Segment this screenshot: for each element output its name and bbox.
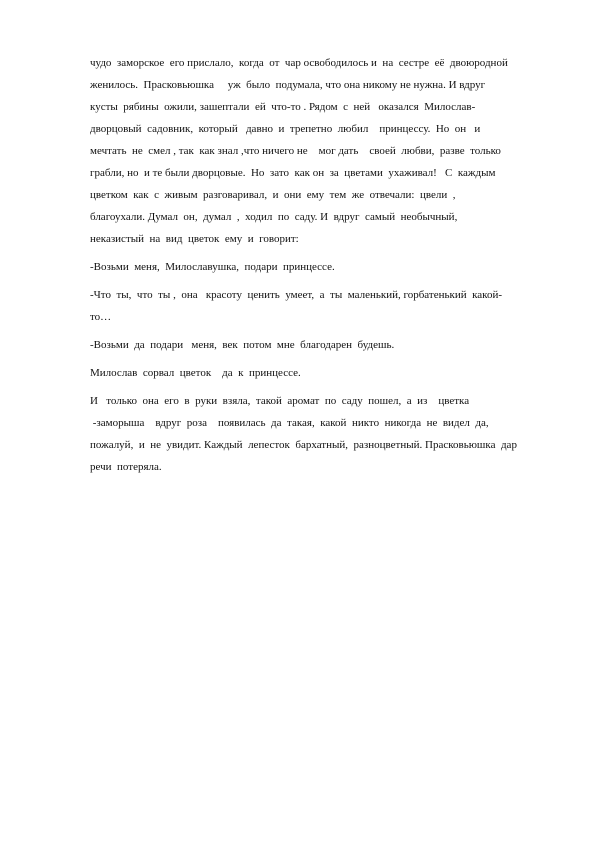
text-line: -Возьми да подари меня, век потом мне благодарен будешь.	[90, 339, 395, 351]
text-line: мечтать не смел , так как знал ,что ничего не мог дать своей любви, разве только	[90, 145, 501, 157]
paragraph-3	[90, 284, 555, 328]
text-line: -Возьми меня, Милославушка, подари принцессе.	[90, 261, 335, 273]
text-line: Милослав сорвал цветок да к принцессе.	[90, 367, 301, 379]
text-line: благоухали. Думал он, думал , ходил по саду. И вдруг самый необычный,	[90, 211, 458, 223]
text-line: женилось. Прасковьюшка уж было подумала, что она никому не нужна. И вдруг	[90, 79, 486, 91]
paragraph-5	[90, 362, 555, 384]
text-line: чудо заморское его прислало, когда от чар освободилось и на сестре её двоюродной	[90, 57, 508, 69]
paragraph-4	[90, 334, 555, 356]
text-line: дворцовый садовник, который давно и трепетно любил принцессу. Но он и	[90, 123, 481, 135]
text-line: -заморыша вдруг роза появилась да такая, какой никто никогда не видел да,	[90, 417, 489, 429]
text-line: грабли, но и те были дворцовые. Но зато как он за цветами ухаживал! С каждым	[90, 167, 496, 179]
text-line: неказистый на вид цветок ему и говорит:	[90, 233, 299, 245]
text-line: кусты рябины ожили, зашептали ей что-то . Рядом с ней оказался Милослав-	[90, 101, 476, 113]
text-line: -Что ты, что ты , она красоту ценить умеет, а ты маленький, горбатенький какой-	[90, 289, 503, 301]
text-line: цветком как с живым разговаривал, и они ему тем же отвечали: цвели ,	[90, 189, 456, 201]
paragraph-1	[90, 52, 555, 250]
paragraph-6	[90, 390, 555, 478]
text-line: пожалуй, и не увидит. Каждый лепесток бархатный, разноцветный. Прасковьюшка дар	[90, 439, 517, 451]
text-line: речи потеряла.	[90, 461, 162, 473]
text-line: то…	[90, 311, 112, 323]
paragraph-2	[90, 256, 555, 278]
text-line: И только она его в руки взяла, такой аромат по саду пошел, а из цветка	[90, 395, 470, 407]
story-text	[90, 52, 555, 478]
